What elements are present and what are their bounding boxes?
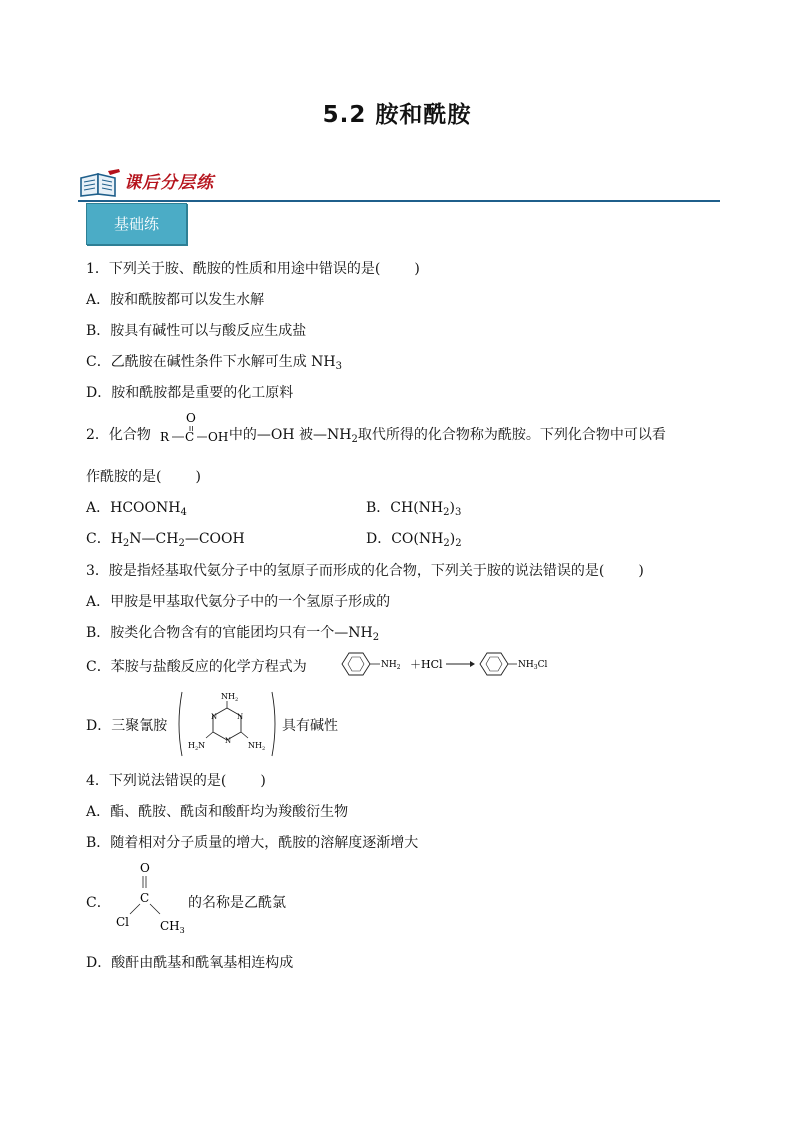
struct-r-label: R — [160, 430, 170, 444]
benzene-ring-reactant — [342, 653, 370, 675]
aniline-reaction-equation — [336, 648, 556, 680]
q3-stem: 3．胺是指烃基取代氨分子中的氢原子而形成的化合物，下列关于胺的说法错误的是( ) — [86, 563, 644, 579]
book-pen-icon — [78, 168, 122, 198]
acetyl-chloride-structure — [112, 858, 188, 936]
q3-option-b: B．胺类化合物含有的官能团均只有一个$—NH_2$ — [86, 625, 380, 643]
q2-option-c: C．$H_2N—CH_2—COOH$ — [86, 531, 245, 549]
struct-c-label: C — [185, 430, 195, 444]
q2-option-b: B．$CH(NH_2)_3$ — [366, 500, 462, 518]
svg-text:Cl: Cl — [116, 915, 130, 929]
carboxylic-acid-structure — [154, 408, 234, 448]
svg-text:CH3: $CH_3$ — [160, 919, 185, 935]
q1-option-d: D．胺和酰胺都是重要的化工原料 — [86, 385, 294, 401]
q2-stem-line2: 作酰胺的是( ) — [86, 469, 201, 485]
struct-o-label: O — [186, 411, 196, 425]
q4-option-d: D．酸酐由酰基和酰氧基相连构成 — [86, 955, 294, 971]
svg-text:N: N — [211, 713, 218, 721]
q2-option-a: A．$HCOONH_4$ — [86, 500, 187, 518]
q1-stem: 1．下列关于胺、酰胺的性质和用途中错误的是( ) — [86, 261, 420, 277]
q4-option-a: A．酯、酰胺、酰卤和酸酐均为羧酸衍生物 — [86, 804, 349, 820]
q3-option-d-pre: D．三聚氰胺 — [86, 718, 168, 734]
section-label: 课后分层练 — [124, 173, 214, 193]
section-rule — [78, 200, 720, 202]
aniline-nh2-label: $NH_2$ — [381, 660, 401, 671]
plus-hcl-label: ＋HCl — [410, 658, 443, 671]
q3-option-d-post: 具有碱性 — [282, 718, 338, 734]
q4-option-c-post: 的名称是乙酰氯 — [188, 895, 286, 911]
q2-option-d: D．$CO(NH_2)_2$ — [366, 531, 462, 549]
svg-text:O: O — [140, 861, 150, 875]
q4-option-b: B．随着相对分子质量的增大，酰胺的溶解度逐渐增大 — [86, 835, 419, 851]
svg-text:N: N — [225, 737, 232, 745]
section-banner — [78, 166, 720, 202]
q3-option-c: C．苯胺与盐酸反应的化学方程式为 — [86, 659, 307, 675]
level-badge: 基础练 — [86, 203, 187, 245]
struct-oh-label: OH — [208, 430, 229, 444]
svg-text:NH2: $NH_2$ — [248, 741, 266, 752]
anilinium-label: $NH_3Cl$ — [518, 660, 548, 671]
melamine-structure — [174, 688, 280, 760]
q1-option-a: A．胺和酰胺都可以发生水解 — [86, 292, 265, 308]
svg-text:NH2: $NH_2$ — [221, 692, 239, 703]
svg-text:H2N: $H_2N$ — [188, 741, 206, 752]
q1-option-b: B．胺具有碱性可以与酸反应生成盐 — [86, 323, 307, 339]
q4-stem: 4．下列说法错误的是( ) — [86, 773, 266, 789]
page-title: 5.2 胺和酰胺 — [322, 102, 472, 128]
q3-option-a: A．甲胺是甲基取代氨分子中的一个氢原子形成的 — [86, 594, 391, 610]
svg-text:C: C — [140, 891, 150, 905]
benzene-ring-product — [480, 653, 508, 675]
q2-stem: 2．化合物 中的—OH 被$—NH_2$取代所得的化合物称为酰胺。下列化合物中可以看 — [86, 427, 666, 445]
q4-option-c-pre: C． — [86, 895, 111, 911]
svg-text:N: N — [237, 713, 244, 721]
q1-option-c: C．乙酰胺在碱性条件下水解可生成 $NH_3$ — [86, 354, 342, 372]
